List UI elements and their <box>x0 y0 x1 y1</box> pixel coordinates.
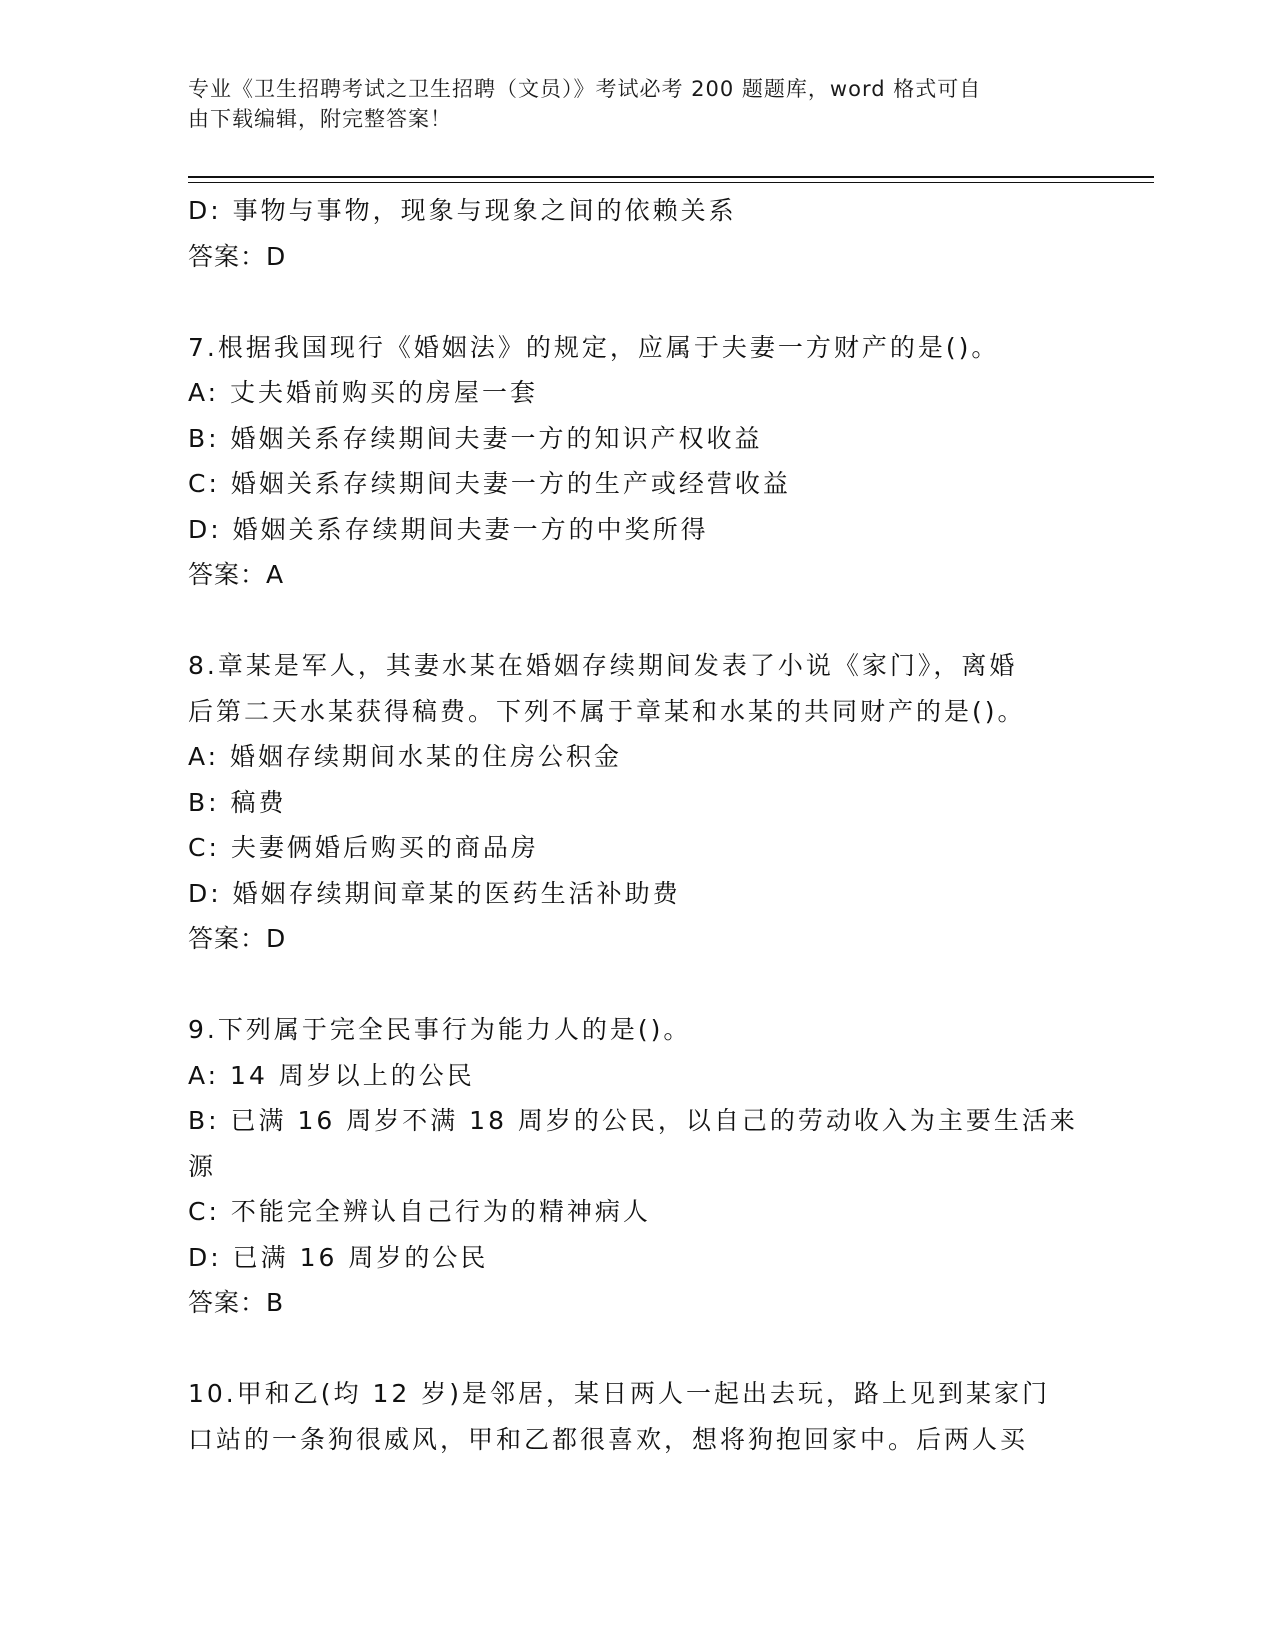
answer-line: 答案：D <box>188 241 287 271</box>
spacer <box>188 279 1088 325</box>
option-c: C: 夫妻俩婚后购买的商品房 <box>188 833 539 862</box>
question-block-8 <box>188 643 1088 962</box>
question-block-9 <box>188 1007 1088 1326</box>
question-block-7 <box>188 325 1088 598</box>
answer-line: 答案：B <box>188 1288 285 1317</box>
answer-line: 答案：D <box>188 924 287 953</box>
spacer <box>188 962 1088 1008</box>
question-block-previous <box>188 188 1088 279</box>
question-stem-line-2: 后第二天水某获得稿费。下列不属于章某和水某的共同财产的是()。 <box>188 696 1026 726</box>
header-line-2: 由下载编辑，附完整答案！ <box>188 107 452 131</box>
option-c: C: 婚姻关系存续期间夫妻一方的生产或经营收益 <box>188 469 791 498</box>
option-a: A: 丈夫婚前购买的房屋一套 <box>188 378 539 407</box>
option-b-line-2: 源 <box>188 1151 217 1181</box>
option-d: D: 婚姻存续期间章某的医药生活补助费 <box>188 878 681 908</box>
header-line-1: 专业《卫生招聘考试之卫生招聘（文员）》考试必考 200 题题库，word 格式可自 <box>188 77 982 101</box>
question-list <box>188 188 1088 1462</box>
answer-line: 答案：A <box>188 560 285 589</box>
question-stem-line-1: 10.甲和乙(均 12 岁)是邻居，某日两人一起出去玩，路上见到某家门 <box>188 1379 1050 1408</box>
question-stem: 9.下列属于完全民事行为能力人的是()。 <box>188 1015 692 1044</box>
document-header <box>188 74 1068 134</box>
question-stem-line-1: 8.章某是军人，其妻水某在婚姻存续期间发表了小说《家门》，离婚 <box>188 651 1018 680</box>
header-divider-thin <box>188 182 1154 183</box>
option-b: B: 婚姻关系存续期间夫妻一方的知识产权收益 <box>188 423 763 453</box>
option-d: D: 事物与事物，现象与现象之间的依赖关系 <box>188 196 737 225</box>
option-d: D: 婚姻关系存续期间夫妻一方的中奖所得 <box>188 514 709 544</box>
option-a: A: 14 周岁以上的公民 <box>188 1060 475 1090</box>
option-a: A: 婚姻存续期间水某的住房公积金 <box>188 742 623 771</box>
option-b: B: 稿费 <box>188 787 287 817</box>
option-c: C: 不能完全辨认自己行为的精神病人 <box>188 1197 651 1226</box>
question-stem-line-2: 口站的一条狗很威风，甲和乙都很喜欢，想将狗抱回家中。后两人买 <box>188 1424 1029 1454</box>
spacer <box>188 1326 1088 1372</box>
question-stem: 7.根据我国现行《婚姻法》的规定，应属于夫妻一方财产的是()。 <box>188 332 1000 362</box>
header-divider-thick <box>188 176 1154 178</box>
option-d: D: 已满 16 周岁的公民 <box>188 1242 489 1272</box>
spacer <box>188 598 1088 644</box>
question-block-10 <box>188 1371 1088 1462</box>
option-b-line-1: B: 已满 16 周岁不满 18 周岁的公民，以自己的劳动收入为主要生活来 <box>188 1106 1078 1135</box>
